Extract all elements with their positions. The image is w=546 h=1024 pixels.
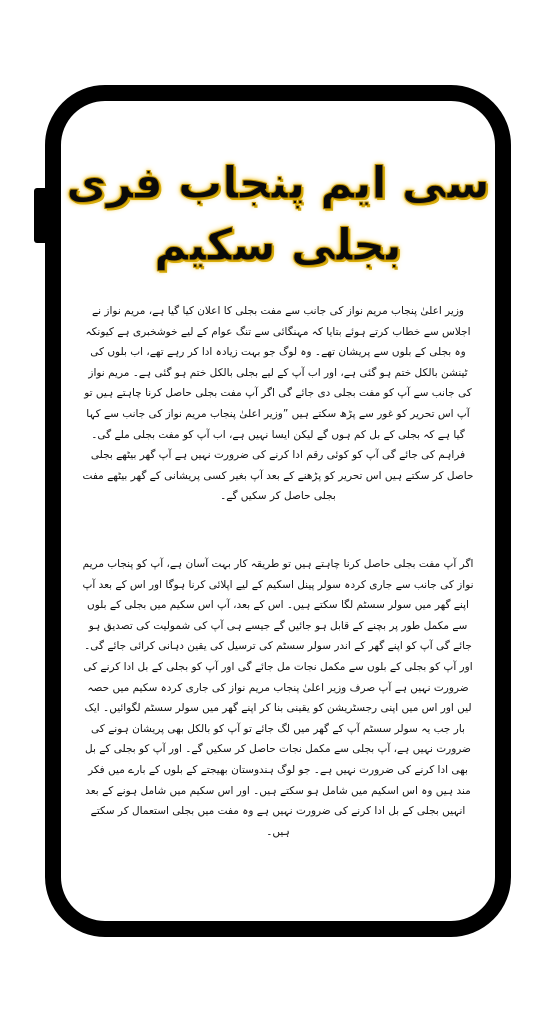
article-paragraph-2: اگر آپ مفت بجلی حاصل کرنا چاہتے ہیں تو طریقہ کار بہت آسان ہے، آپ کو پنجاب مریم نواز کی جانب سے جاری کردہ سولر پینل اسکیم کے لیے اپلائی کرنا ہوگا اور اس کے بعد آپ اپنے گھر میں سولر سسٹم لگا سکتے ہیں۔ اس کے بعد، آپ اس سکیم میں بجلی کے بلوں سے مکمل طور پر بچنے کے قابل ہو جائیں گے جیسے ہی آپ کی شمولیت کی تصدیق ہو جائے گی آپ کو اپنے گھر کے اندر سولر سسٹم کی ترسیل کی یقین دہانی کرائی جائے گی۔ اور آپ کو بجلی کے بلوں سے مکمل نجات مل جائے گی اور آپ کو بجلی کے بل ادا کرنے کی ضرورت نہیں ہے آپ صرف وزیر اعلیٰ پنجاب مریم نواز کی جاری کردہ سکیم میں حصہ لیں اور اس میں اپنی رجسٹریشن کو یقینی بنا کر اپنے گھر میں سولر سسٹم لگوائیں۔ ایک بار جب یہ سولر سسٹم آپ کے گھر میں لگ جائے تو آپ کو بالکل بھی پریشان ہونے کی ضرورت نہیں ہے، آپ بجلی سے مکمل نجات حاصل کر سکیں گے۔ اور آپ کو بجلی کے بل بھی ادا کرنے کی ضرورت نہیں ہے۔ جو لوگ ہندوستان بھیجتے کے بلوں کے بارے میں فکر مند ہیں وہ اس اسکیم میں شامل ہو سکتے ہیں۔ اور اس سکیم میں شامل ہونے کے بعد انہیں بجلی کے بل ادا کرنے کی ضرورت نہیں ہے وہ مفت میں بجلی استعمال کر سکتے ہیں۔	[82, 558, 474, 838]
phone-frame	[45, 85, 511, 937]
title-line-1: سی ایم پنجاب فری	[66, 158, 490, 209]
title-line-2: بجلی سکیم	[154, 220, 402, 271]
page-title	[61, 153, 495, 277]
article-paragraph-1: وزیر اعلیٰ پنجاب مریم نواز کی جانب سے مفت بجلی کا اعلان کیا گیا ہے، مریم نواز نے اجلاس سے خطاب کرتے ہوئے بتایا کہ مہنگائی سے تنگ عوام کے لیے خوشخبری ہے کیونکہ وہ بجلی کے بلوں سے پریشان تھے۔ وہ لوگ جو بہت زیادہ ادا کر رہے تھے، اب بلوں کی ٹینشن بالکل ختم ہو گئی ہے، اور اب آپ کے لیے بجلی بالکل ختم ہو گئی ہے۔ مریم نواز کی جانب سے آپ کو مفت بجلی دی جائے گی اگر آپ مفت بجلی حاصل کرنا چاہتے ہیں تو آپ اس تحریر کو غور سے پڑھ سکتے ہیں ”وزیر اعلیٰ پنجاب مریم نواز کی جانب سے کہا گیا ہے کہ بجلی کے بل کم ہوں گے لیکن ایسا نہیں ہے، اب آپ کو مفت بجلی ملے گی۔ فراہم کی جائے گی آپ کو کوئی رقم ادا کرنے کی ضرورت نہیں ہے آپ گھر بیٹھے بجلی حاصل کر سکتے ہیں اس تحریر کو پڑھنے کے بعد آپ بغیر کسی پریشانی کے گھر بیٹھے مفت بجلی حاصل کر سکیں گے۔	[82, 305, 474, 503]
